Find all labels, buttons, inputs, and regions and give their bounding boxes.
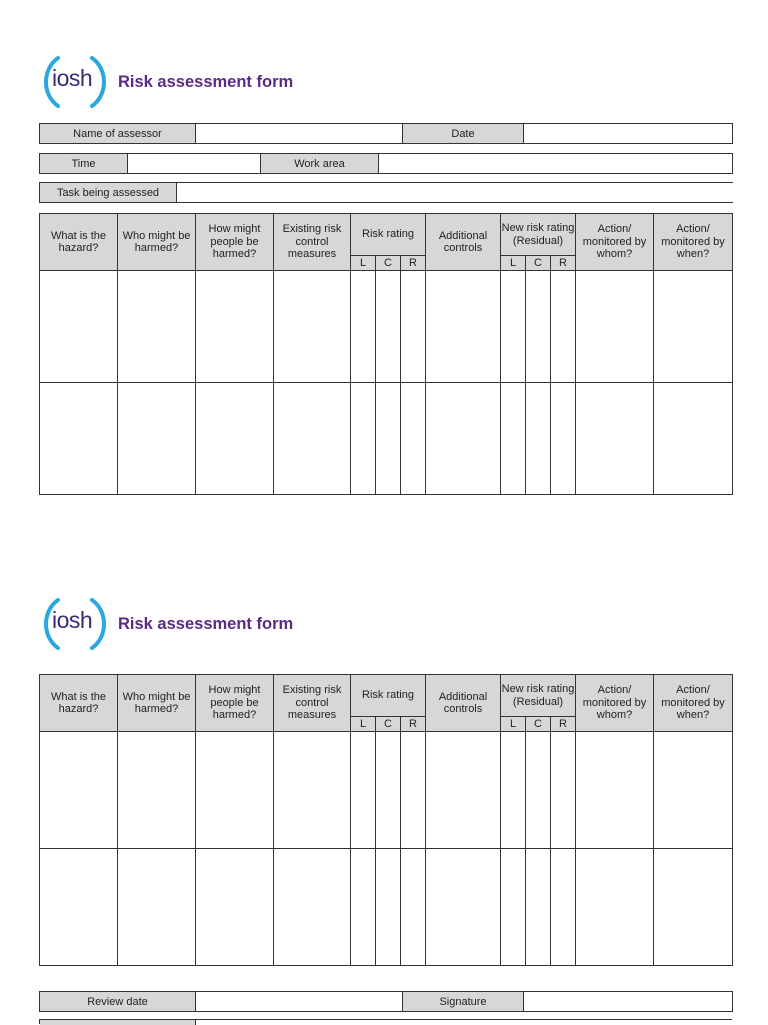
cut-off-row (39, 1019, 732, 1024)
header-hazard: What is the hazard? (40, 214, 118, 271)
table-row (40, 732, 733, 849)
date-field[interactable] (524, 124, 733, 144)
sub-r: R (551, 256, 576, 271)
logo-text: iosh (52, 607, 93, 633)
assessor-field[interactable] (196, 124, 403, 144)
header-additional: Additional controls (426, 214, 501, 271)
assessor-row (39, 123, 733, 144)
header-risk-rating: Risk rating (351, 675, 426, 717)
sub-l: L (501, 717, 526, 732)
review-date-label: Review date (40, 992, 196, 1012)
iosh-logo-icon (44, 55, 106, 109)
header-when: Action/ monitored by when? (654, 214, 733, 271)
time-label: Time (40, 154, 128, 174)
header-harmed: Who might be harmed? (118, 214, 196, 271)
header-new-risk: New risk rating (Residual) (501, 214, 576, 256)
header-whom: Action/ monitored by whom? (576, 214, 654, 271)
sub-l: L (351, 717, 376, 732)
date-label: Date (403, 124, 524, 144)
iosh-logo-icon (44, 597, 106, 651)
logo-row-2 (44, 597, 293, 651)
sub-r: R (551, 717, 576, 732)
work-area-label: Work area (261, 154, 379, 174)
sub-l: L (501, 256, 526, 271)
table-row (40, 271, 733, 383)
sub-l: L (351, 256, 376, 271)
header-when: Action/ monitored by when? (654, 675, 733, 732)
assessment-table-2 (39, 674, 733, 966)
form-title: Risk assessment form (118, 614, 294, 633)
task-label: Task being assessed (40, 183, 177, 203)
logo-row-1 (44, 55, 293, 109)
form-title: Risk assessment form (118, 72, 294, 91)
signature-field[interactable] (524, 992, 733, 1012)
header-harmed: Who might be harmed? (118, 675, 196, 732)
header-additional: Additional controls (426, 675, 501, 732)
task-field[interactable] (177, 183, 733, 203)
header-risk-rating: Risk rating (351, 214, 426, 256)
header-new-risk: New risk rating (Residual) (501, 675, 576, 717)
sub-c: C (376, 256, 401, 271)
sub-c: C (376, 717, 401, 732)
table-row (40, 383, 733, 495)
task-row (39, 182, 733, 203)
assessment-table-1 (39, 213, 733, 495)
review-date-field[interactable] (196, 992, 403, 1012)
work-area-field[interactable] (379, 154, 733, 174)
sub-c: C (526, 256, 551, 271)
header-whom: Action/ monitored by whom? (576, 675, 654, 732)
review-row (39, 991, 733, 1012)
header-existing: Existing risk control measures (274, 214, 351, 271)
header-existing: Existing risk control measures (274, 675, 351, 732)
header-how: How might people be harmed? (196, 675, 274, 732)
table-row (40, 849, 733, 966)
header-how: How might people be harmed? (196, 214, 274, 271)
sub-r: R (401, 717, 426, 732)
signature-label: Signature (403, 992, 524, 1012)
time-row (39, 153, 733, 174)
header-hazard: What is the hazard? (40, 675, 118, 732)
assessor-label: Name of assessor (40, 124, 196, 144)
sub-c: C (526, 717, 551, 732)
logo-text: iosh (52, 65, 93, 91)
sub-r: R (401, 256, 426, 271)
time-field[interactable] (128, 154, 261, 174)
